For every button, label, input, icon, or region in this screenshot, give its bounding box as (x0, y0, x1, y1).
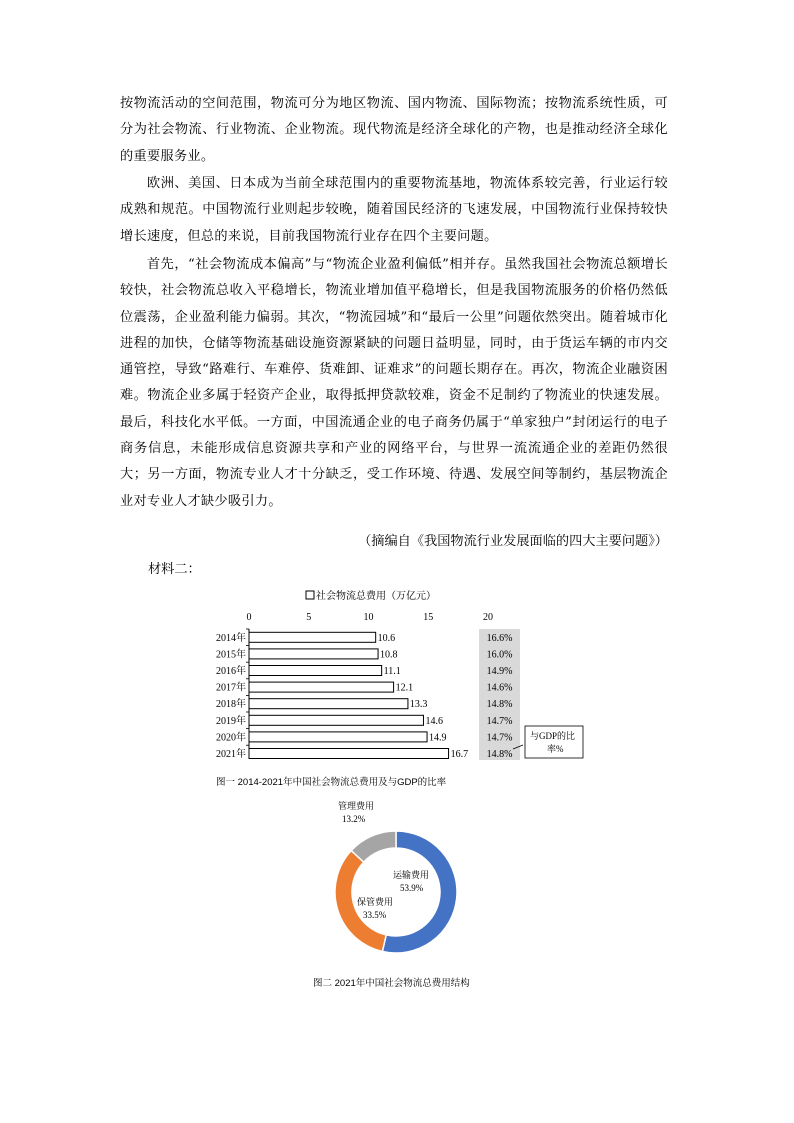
ratio-label: 14.8% (486, 749, 513, 760)
slice-label-name-transport: 运输费用 (393, 870, 430, 880)
ratio-label: 16.6% (486, 632, 513, 644)
ratio-label: 16.0% (486, 649, 513, 661)
bar-2016年 (249, 666, 382, 676)
legend-swatch (306, 591, 314, 599)
slice-label-value-transport: 53.9% (400, 883, 424, 893)
y-category-label: 2016年 (216, 666, 246, 677)
ratio-label: 14.9% (486, 666, 513, 677)
bar-2018年 (249, 699, 408, 709)
y-category-label: 2015年 (216, 649, 246, 661)
x-tick-label: 10 (363, 612, 374, 623)
bar-value-label: 10.8 (380, 649, 398, 661)
bar-2021年 (249, 749, 449, 759)
bar-chart (0, 578, 794, 798)
bar-chart-caption: 图一 2014-2021年中国社会物流总费用及与GDP的比率 (216, 777, 447, 788)
bar-value-label: 10.6 (377, 632, 396, 644)
ratio-label: 14.8% (486, 699, 513, 711)
bar-value-label: 14.6 (425, 715, 443, 727)
chart-legend (306, 589, 436, 602)
bar-value-label: 14.9 (429, 732, 447, 744)
bar-value-label: 16.7 (450, 749, 469, 760)
bar-value-label: 12.1 (395, 682, 414, 694)
bar-2017年 (249, 682, 394, 692)
y-category-label: 2017年 (216, 682, 246, 694)
material-label: 材料二： (148, 562, 201, 577)
bar-2019年 (249, 715, 423, 725)
ratio-label: 14.7% (486, 715, 513, 727)
y-category-label: 2014年 (216, 632, 246, 644)
ratio-label: 14.7% (486, 732, 513, 744)
source-citation: （摘编自《我国物流行业发展面临的四大主要问题》） (358, 534, 668, 549)
pie-chart-caption: 图二 2021年中国社会物流总费用结构 (313, 978, 470, 989)
bar-2014年 (249, 632, 376, 642)
callout-text-line2: 率% (547, 744, 564, 754)
paragraph-2: 欧洲、美国、日本成为当前全球范围内的重要物流基地，物流体系较完善，行业运行较成熟和规范。中国物流行业则起步较晚，随着国民经济的飞速发展，中国物流行业保持较快增长速度，但总的来说，目前我国物流行业存在四个主要问题。 (120, 176, 668, 244)
bar-value-label: 11.1 (383, 666, 401, 677)
callout-text-line1: 与GDP的比 (530, 731, 576, 741)
y-category-label: 2018年 (216, 699, 246, 711)
pie-chart (0, 795, 794, 965)
bar-2015年 (249, 649, 378, 659)
slice-label-value-storage: 33.5% (363, 910, 387, 920)
x-tick-label: 5 (306, 612, 312, 623)
paragraph-1: 按物流活动的空间范围，物流可分为地区物流、国内物流、国际物流；按物流系统性质，可分为社会物流、行业物流、企业物流。现代物流是经济全球化的产物，也是推动经济全球化的重要服务业。 (120, 96, 668, 164)
donut-slice-管理费用 (351, 831, 396, 862)
slice-label-name-management: 管理费用 (338, 801, 375, 811)
x-tick-label: 20 (483, 612, 493, 623)
paragraph-3: 首先，“社会物流成本偏高”与“物流企业盈利偏低”相并存。虽然我国社会物流总额增长较快，社会物流总收入平稳增长，物流业增加值平稳增长，但是我国物流服务的价格仍然低位震荡，企业盈利能力偏弱。其次，“物流园城”和“最后一公里”问题依然突出。随着城市化进程的加快，仓储等物流基础设施资源紧缺的问题日益明显，同时，由于货运车辆的市内交通管控，导致“路难行、车难停、货难卸、证难求”的问题长期存在。再次，物流企业融资困难。物流企业多属于轻资产企业，取得抵押贷款较难，资金不足制约了物流业的快速发展。最后，科技化水平低。一方面，中国流通企业的电子商务仍属于“单家独户”封闭运行的电子商务信息，未能形成信息资源共享和产业的网络平台，与世界一流流通企业的差距仍然很大；另一方面，物流专业人才十分缺乏，受工作环境、待遇、发展空间等制约，基层物流企业对专业人才缺少吸引力。 (120, 257, 668, 509)
ratio-callout (513, 726, 583, 758)
y-category-label: 2020年 (216, 732, 246, 744)
x-tick-label: 0 (246, 612, 252, 623)
bar-value-label: 13.3 (409, 699, 428, 711)
y-category-label: 2021年 (216, 749, 246, 760)
bar-2020年 (249, 732, 427, 742)
y-category-label: 2019年 (216, 715, 246, 727)
slice-label-value-management: 13.2% (342, 814, 366, 824)
ratio-label: 14.6% (486, 682, 513, 694)
legend-label: 社会物流总费用（万亿元） (316, 591, 436, 602)
x-tick-label: 15 (423, 612, 434, 623)
slice-label-name-storage: 保管费用 (357, 897, 394, 907)
